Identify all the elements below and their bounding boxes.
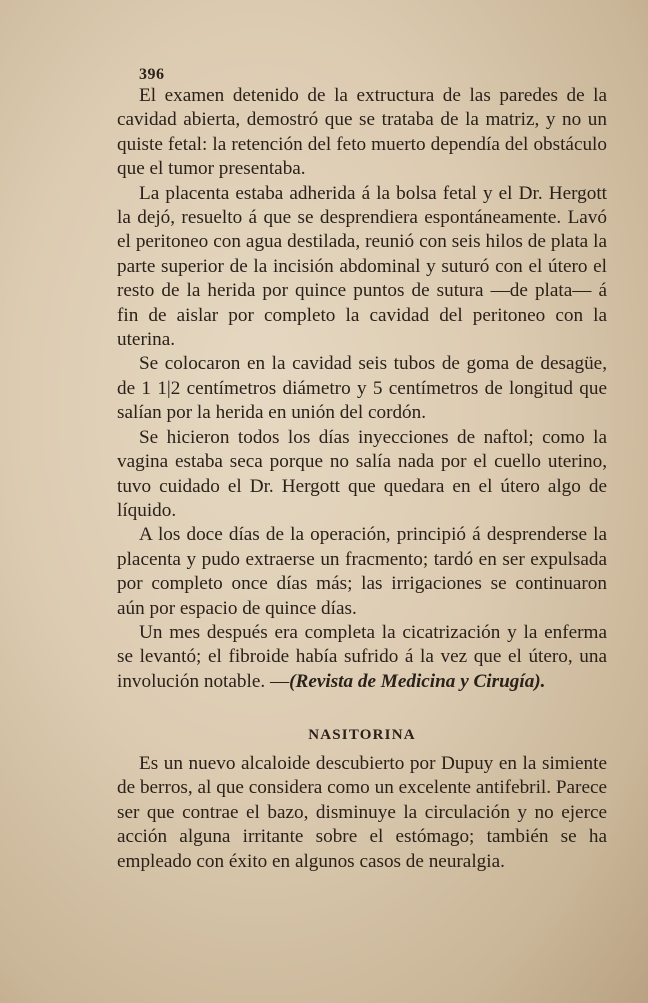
paragraph-1: El examen detenido de la extructura de las paredes de la cavidad abierta, demostró que se trataba de la matriz, y no un quiste fetal: la retención del feto muerto dependía del obstáculo que el tumor presentaba. — [117, 85, 607, 180]
paragraph-4: Se hicieron todos los días inyecciones de naftol; como la vagina estaba seca porque no salía nada por el cuello uterino, tuvo cuidado el Dr. Hergott que quedara en el útero algo de líquido. — [117, 426, 607, 521]
page-number: 396 — [139, 66, 165, 83]
citation: (Revista de Medicina y Cirugía). — [289, 670, 546, 692]
section-title: NASITORINA — [308, 727, 416, 743]
paragraph-6-text: Un mes después era completa la cicatrización y la enferma se levantó; el fibroide había sufrido á la vez que el útero, una involución notable. — — [117, 621, 607, 692]
paragraph-2: La placenta estaba adherida á la bolsa fetal y el Dr. Hergott la dejó, resuelto á que se desprendiera espontáneamente. Lavó el peritoneo con agua destilada, reunió con seis hilos de plata la parte superior de la incisión abdominal y suturó con el útero el resto de la herida por quince puntos de sutura —de plata— á fin de aislar por completo la cavidad del peritoneo con la uterina. — [117, 182, 607, 351]
paragraph-6 — [117, 621, 607, 694]
article-2-body — [117, 752, 607, 874]
article-body — [117, 84, 607, 694]
paragraph-5: A los doce días de la operación, principió á desprenderse la placenta y pudo extraerse un fracmento; tardó en ser expulsada por completo once días más; las irrigaciones se continuaron aún por espacio de quince días. — [117, 524, 607, 619]
paragraph-3: Se colocaron en la cavidad seis tubos de goma de desagüe, de 1 1|2 centímetros diámetro y 5 centímetros de longitud que salían por la herida en unión del cordón. — [117, 353, 607, 424]
paragraph-nasitorina: Es un nuevo alcaloide descubierto por Dupuy en la simiente de berros, al que considera como un excelente antifebril. Parece ser que contrae el bazo, disminuye la circulación y no ejerce acción alguna irritante sobre el estómago; también se ha empleado con éxito en algunos casos de neuralgia. — [117, 753, 607, 872]
